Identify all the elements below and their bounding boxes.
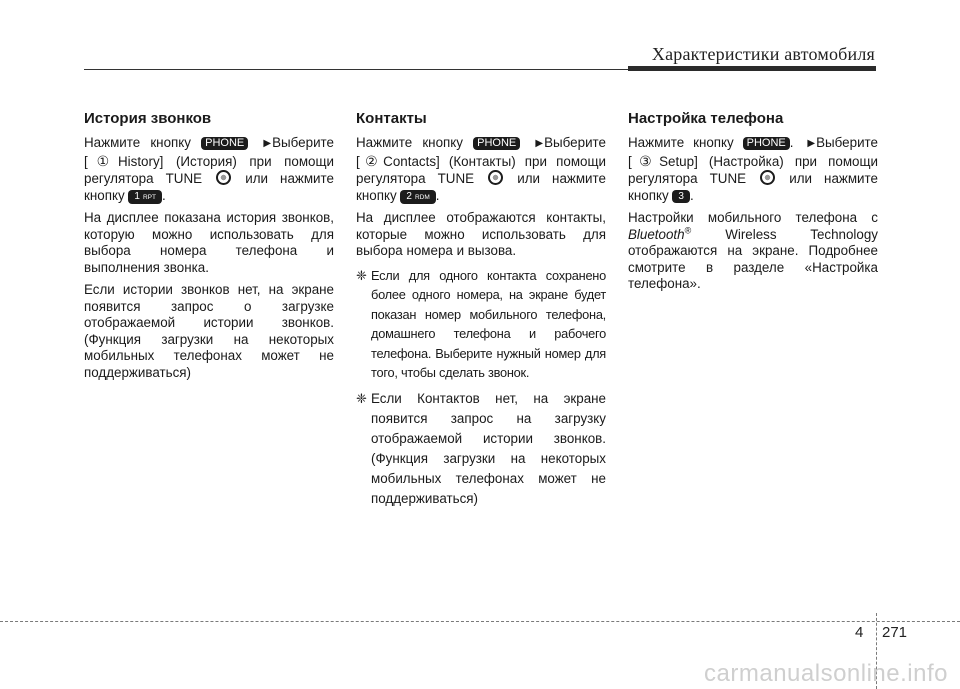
instruction-contacts: Нажмите кнопку PHONE ▶Выберите [②Contacts] (Контакты) при помощи регулятора TUNE или нажмите кнопку 2 RDM . [356, 135, 606, 203]
note-no-contacts [356, 389, 606, 509]
bluetooth-brand: Bluetooth [628, 226, 685, 242]
instruction-text: Выберите [544, 135, 606, 150]
circled-one-icon: ① [87, 152, 118, 169]
instruction-phone-setup: Нажмите кнопку PHONE . ▶Выберите [③Setup] (Настройка) при помощи регулятора TUNE или нажмите кнопку 3 . [628, 135, 878, 203]
registered-mark: ® [684, 225, 692, 236]
column-contacts [356, 110, 606, 515]
note-text: Если для одного контакта сохранено более одного номера, на экране будет показан номер мобильного телефона, домашнего телефона и рабочего телефона. Выберите нужный номер для того, чтобы сделать звонок. [371, 267, 606, 380]
button-3-icon: 3 [672, 190, 690, 203]
instruction-text: Нажмите кнопку [628, 135, 734, 150]
instruction-text: Contacts] (Контакты) при помощи регулятора TUNE [356, 153, 606, 186]
column-phone-setup [628, 110, 878, 299]
instruction-text: Выберите [272, 135, 334, 150]
instruction-text: Нажмите кнопку [356, 135, 463, 150]
instruction-text: Setup] (Настройка) при помощи регулятора TUNE [628, 153, 878, 186]
instruction-text: или нажмите кнопку [628, 171, 878, 203]
footer-rule [0, 621, 960, 622]
column-call-history [84, 110, 334, 387]
note-marker-icon: ❈ [356, 267, 367, 283]
notes-contacts [356, 266, 606, 509]
instruction-text: или нажмите кнопку [356, 171, 606, 203]
button-2-rdm-icon: 2 RDM [400, 190, 435, 204]
page-header-title: Характеристики автомобиля [651, 44, 875, 64]
tune-knob-icon [760, 170, 775, 185]
instruction-text: Выберите [816, 135, 878, 150]
note-multiple-numbers [356, 266, 606, 383]
description-contacts: На дисплее отображаются контакты, которые можно использовать для выбора номера и вызова. [356, 210, 606, 258]
arrow-right-icon: ▶ [263, 138, 272, 149]
circled-two-icon: ② [359, 152, 384, 169]
watermark: carmanualsonline.info [704, 660, 948, 687]
description-call-history: На дисплее показана история звонков, которую можно использовать для выбора номера телефона и выполнения звонка. [84, 210, 334, 275]
arrow-right-icon: ▶ [535, 138, 544, 149]
instruction-text: History] (История) при помощи регулятора TUNE [84, 153, 334, 186]
section-title-phone-setup: Настройка телефона [628, 110, 784, 127]
phone-button-icon: PHONE [473, 137, 520, 150]
phone-button-icon: PHONE [743, 137, 790, 150]
description-text: Настройки мобильного телефона с [628, 210, 878, 225]
arrow-right-icon: ▶ [807, 138, 816, 149]
phone-button-icon: PHONE [201, 137, 248, 150]
tune-knob-icon [488, 170, 503, 185]
note-text: Если Контактов нет, на экране появится запрос на загрузку отображаемой истории звонков. (Функция загрузки на некоторых мобильных телефонах может не поддерживаться) [371, 390, 606, 506]
tune-knob-icon [216, 170, 231, 185]
note-marker-icon: ❈ [356, 390, 367, 406]
header-rule-accent [628, 66, 876, 71]
section-title-contacts: Контакты [356, 110, 427, 127]
section-title-call-history: История звонков [84, 110, 212, 127]
circled-three-icon: ③ [631, 152, 660, 169]
header-rule [84, 69, 630, 70]
instruction-text: или нажмите кнопку [84, 171, 334, 203]
note-call-history-empty: Если истории звонков нет, на экране появится запрос о загрузке отображаемой истории звонков. (Функция загрузки на некоторых мобильных телефонах может не поддерживаться) [84, 282, 334, 380]
page-number: 271 [882, 624, 908, 641]
description-text: Wireless Technology отображаются на экране. Подробнее смотрите в разделе «Настройка телефона». [628, 226, 878, 291]
description-phone-setup [628, 210, 878, 293]
instruction-text: Нажмите кнопку [84, 135, 191, 150]
button-1-rpt-icon: 1 RPT [128, 190, 162, 204]
chapter-number: 4 [855, 624, 864, 641]
instruction-call-history: Нажмите кнопку PHONE ▶Выберите [①History] (История) при помощи регулятора TUNE или нажмите кнопку 1 RPT . [84, 135, 334, 203]
